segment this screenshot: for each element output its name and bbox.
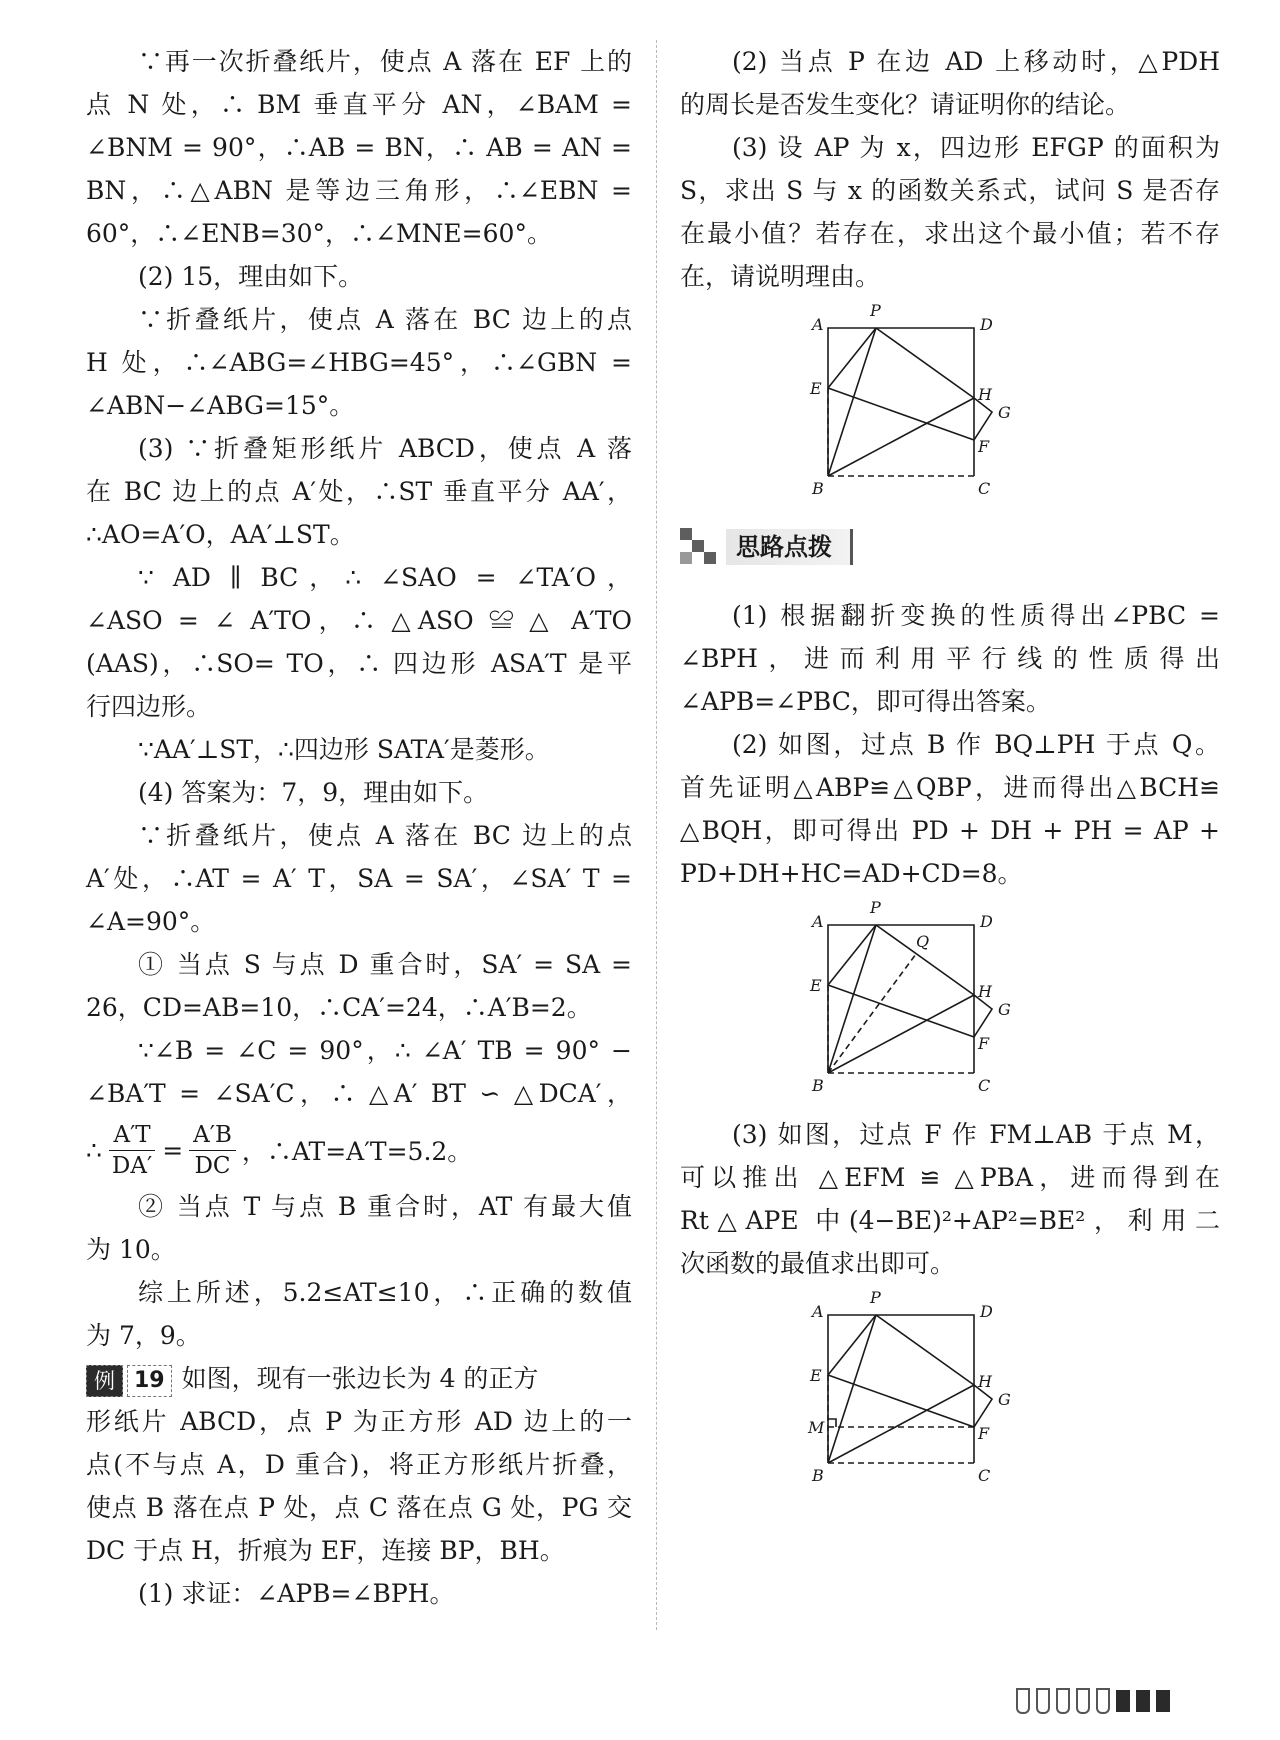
fraction-suffix: ，∴AT=A′T=5.2。 (241, 1137, 473, 1166)
text-line: 26，CD=AB=10，∴CA′=24，∴A′B=2。 (86, 993, 592, 1022)
text-line: (AAS)，∴SO= TO，∴ 四边形 ASA′T 是平 (86, 649, 632, 678)
label-e: E (810, 976, 822, 995)
text-line: (1) 根据翻折变换的性质得出∠PBC = (732, 601, 1220, 630)
label-c: C (978, 1076, 991, 1095)
fraction-2 (189, 1120, 236, 1181)
label-d: D (980, 315, 993, 334)
left-text-block (86, 40, 632, 1115)
text-line: PD+DH+HC=AD+CD=8。 (680, 859, 1023, 888)
text-line: DC 于点 H，折痕为 EF，连接 BP，BH。 (86, 1536, 565, 1565)
example-label: 例 (86, 1365, 123, 1397)
text-line: ② 当点 T 与点 B 重合时，AT 有最大值 (138, 1192, 632, 1221)
text-line: 为 7，9。 (86, 1321, 201, 1350)
figure-1 (680, 298, 1220, 508)
text-line: 点 N 处，∴ BM 垂直平分 AN，∠BAM = (86, 90, 632, 119)
text-line: BN，∴△ABN 是等边三角形，∴∠EBN = (86, 176, 632, 205)
label-f: F (978, 437, 990, 456)
seg-ep (828, 925, 876, 985)
label-f: F (978, 1424, 990, 1443)
text-line: 形纸片 ABCD，点 P 为正方形 AD 边上的一 (86, 1407, 632, 1436)
label-g: G (998, 1000, 1011, 1019)
text-line: 60°，∴∠ENB=30°，∴∠MNE=60°。 (86, 219, 552, 248)
text-line: (4) 答案为：7，9，理由如下。 (138, 778, 489, 807)
square-outline-solid (828, 925, 974, 1073)
text-line: 使点 B 落在点 P 处，点 C 落在点 G 处，PG 交 (86, 1493, 632, 1522)
label-h: H (978, 385, 992, 404)
seg-ef (828, 388, 974, 440)
text-line: ∠BA′T = ∠SA′C，∴ △A′ BT ∽ △DCA′， (86, 1079, 632, 1108)
left-text-block-2 (86, 1185, 632, 1357)
fraction-2-numerator: A′B (189, 1120, 236, 1151)
label-g: G (998, 1390, 1011, 1409)
text-line: ∵∠B = ∠C = 90°，∴ ∠A′ TB = 90° − (138, 1036, 632, 1065)
seg-ph (876, 1315, 974, 1385)
fraction-prefix: ∴ (86, 1135, 102, 1165)
text-line: 的周长是否发生变化？请证明你的结论。 (680, 90, 1131, 119)
text-line: ∵AA′⊥ST，∴四边形 SATA′是菱形。 (138, 735, 550, 764)
square-outline-solid (828, 1315, 974, 1463)
page-marker (1016, 1688, 1170, 1714)
right-column (680, 40, 1220, 1495)
seg-ph (876, 328, 974, 398)
text-line: ∵折叠纸片，使点 A 落在 BC 边上的点 (138, 305, 632, 334)
seg-hgf (974, 398, 992, 440)
section-header (680, 522, 1220, 572)
text-line: ∴AO=A′O，AA′⊥ST。 (86, 520, 355, 549)
label-d: D (980, 912, 993, 931)
label-h: H (978, 1372, 992, 1391)
label-p: P (870, 1288, 881, 1307)
text-line: 在最小值？若存在，求出这个最小值；若不存 (680, 219, 1220, 248)
text-line: 在 BC 边上的点 A′处，∴ST 垂直平分 AA′， (86, 477, 632, 506)
text-line: ① 当点 S 与点 D 重合时，SA′ = SA = (138, 950, 632, 979)
text-line: Rt△APE 中(4−BE)²+AP²=BE²，利用二 (680, 1206, 1220, 1235)
left-column (86, 40, 632, 1615)
label-e: E (810, 1366, 822, 1385)
text-line: ∠BPH，进而利用平行线的性质得出 (680, 644, 1220, 673)
text-line: H 处，∴∠ABG=∠HBG=45°，∴∠GBN = (86, 348, 632, 377)
fraction-line (86, 1115, 632, 1185)
text-line: (3) 设 AP 为 x，四边形 EFGP 的面积为 (732, 133, 1220, 162)
fraction-equals: = (162, 1135, 184, 1165)
text-line: 可以推出 △EFM ≌ △PBA，进而得到在 (680, 1163, 1220, 1192)
label-p: P (870, 898, 881, 917)
example-number: 19 (127, 1365, 172, 1397)
figure-2 (680, 895, 1220, 1105)
seg-ef (828, 985, 974, 1037)
label-b: B (812, 479, 824, 498)
seg-ep (828, 328, 876, 388)
label-p: P (870, 301, 881, 320)
label-a: A (812, 1302, 824, 1321)
text-line: 次函数的最值求出即可。 (680, 1249, 956, 1278)
label-g: G (998, 403, 1011, 422)
text-line: ∠ABN−∠ABG=15°。 (86, 391, 355, 420)
label-b: B (812, 1466, 824, 1485)
label-f: F (978, 1034, 990, 1053)
text-line: (3) 如图，过点 F 作 FM⊥AB 于点 M， (732, 1120, 1220, 1149)
text-line: (2) 如图，过点 B 作 BQ⊥PH 于点 Q。 (732, 730, 1220, 759)
fraction-1 (108, 1120, 156, 1181)
text-line: 点(不与点 A，D 重合)，将正方形纸片折叠， (86, 1450, 632, 1479)
example-first-line: 如图，现有一张边长为 4 的正方 (181, 1364, 539, 1393)
label-m: M (808, 1418, 825, 1437)
seg-hgf (974, 995, 992, 1037)
fraction-1-numerator: A′T (109, 1120, 154, 1151)
figure-3 (680, 1285, 1220, 1495)
label-a: A (812, 315, 824, 334)
seg-ef (828, 1375, 974, 1427)
seg-ep (828, 1315, 876, 1375)
text-line: ∠APB=∠PBC，即可得出答案。 (680, 687, 1051, 716)
hint-block-1 (680, 594, 1220, 895)
text-line: 在，请说明理由。 (680, 262, 881, 291)
text-line: S，求出 S 与 x 的函数关系式，试问 S 是否存 (680, 176, 1220, 205)
text-line: ∠A=90°。 (86, 907, 216, 936)
text-line: ∵再一次折叠纸片，使点 A 落在 EF 上的 (138, 47, 632, 76)
text-line: ∵ AD ∥ BC，∴ ∠SAO = ∠TA′O， (138, 563, 632, 592)
label-h: H (978, 982, 992, 1001)
seg-hgf (974, 1385, 992, 1427)
left-text-block-3 (86, 1400, 632, 1615)
section-icon (680, 528, 720, 566)
text-line: 为 10。 (86, 1235, 176, 1264)
fraction-1-denominator: DA′ (111, 1152, 153, 1179)
text-line: 综上所述，5.2≤AT≤10，∴正确的数值 (138, 1278, 632, 1307)
label-a: A (812, 912, 824, 931)
text-line: 首先证明△ABP≌△QBP，进而得出△BCH≌ (680, 773, 1220, 802)
fraction-2-denominator: DC (194, 1152, 231, 1179)
seg-bq-dashed (828, 954, 916, 1073)
text-line: (2) 当点 P 在边 AD 上移动时，△PDH (732, 47, 1220, 76)
label-q: Q (916, 932, 930, 951)
text-line: (1) 求证：∠APB=∠BPH。 (138, 1579, 455, 1608)
text-line: 行四边形。 (86, 692, 212, 721)
label-b: B (812, 1076, 824, 1095)
label-d: D (980, 1302, 993, 1321)
text-line: △BQH，即可得出 PD + DH + PH = AP + (680, 816, 1220, 845)
example-header (86, 1357, 632, 1400)
text-line: ∵折叠纸片，使点 A 落在 BC 边上的点 (138, 821, 632, 850)
text-line: ∠ASO = ∠ A′TO，∴ △ASO ≌ △ A′TO (86, 606, 632, 635)
text-line: (2) 15，理由如下。 (138, 262, 364, 291)
right-angle-mark (828, 1419, 836, 1427)
text-line: ∠BNM = 90°，∴AB = BN，∴ AB = AN = (86, 133, 632, 162)
text-line: (3) ∵折叠矩形纸片 ABCD，使点 A 落 (138, 434, 632, 463)
column-divider (656, 40, 657, 1630)
square-outline-solid (828, 328, 974, 476)
label-c: C (978, 1466, 991, 1485)
label-e: E (810, 379, 822, 398)
right-text-block (680, 40, 1220, 298)
hint-block-2 (680, 1113, 1220, 1285)
label-c: C (978, 479, 991, 498)
section-title: 思路点拨 (726, 529, 853, 565)
text-line: A′处，∴AT = A′ T，SA = SA′，∠SA′ T = (86, 864, 632, 893)
